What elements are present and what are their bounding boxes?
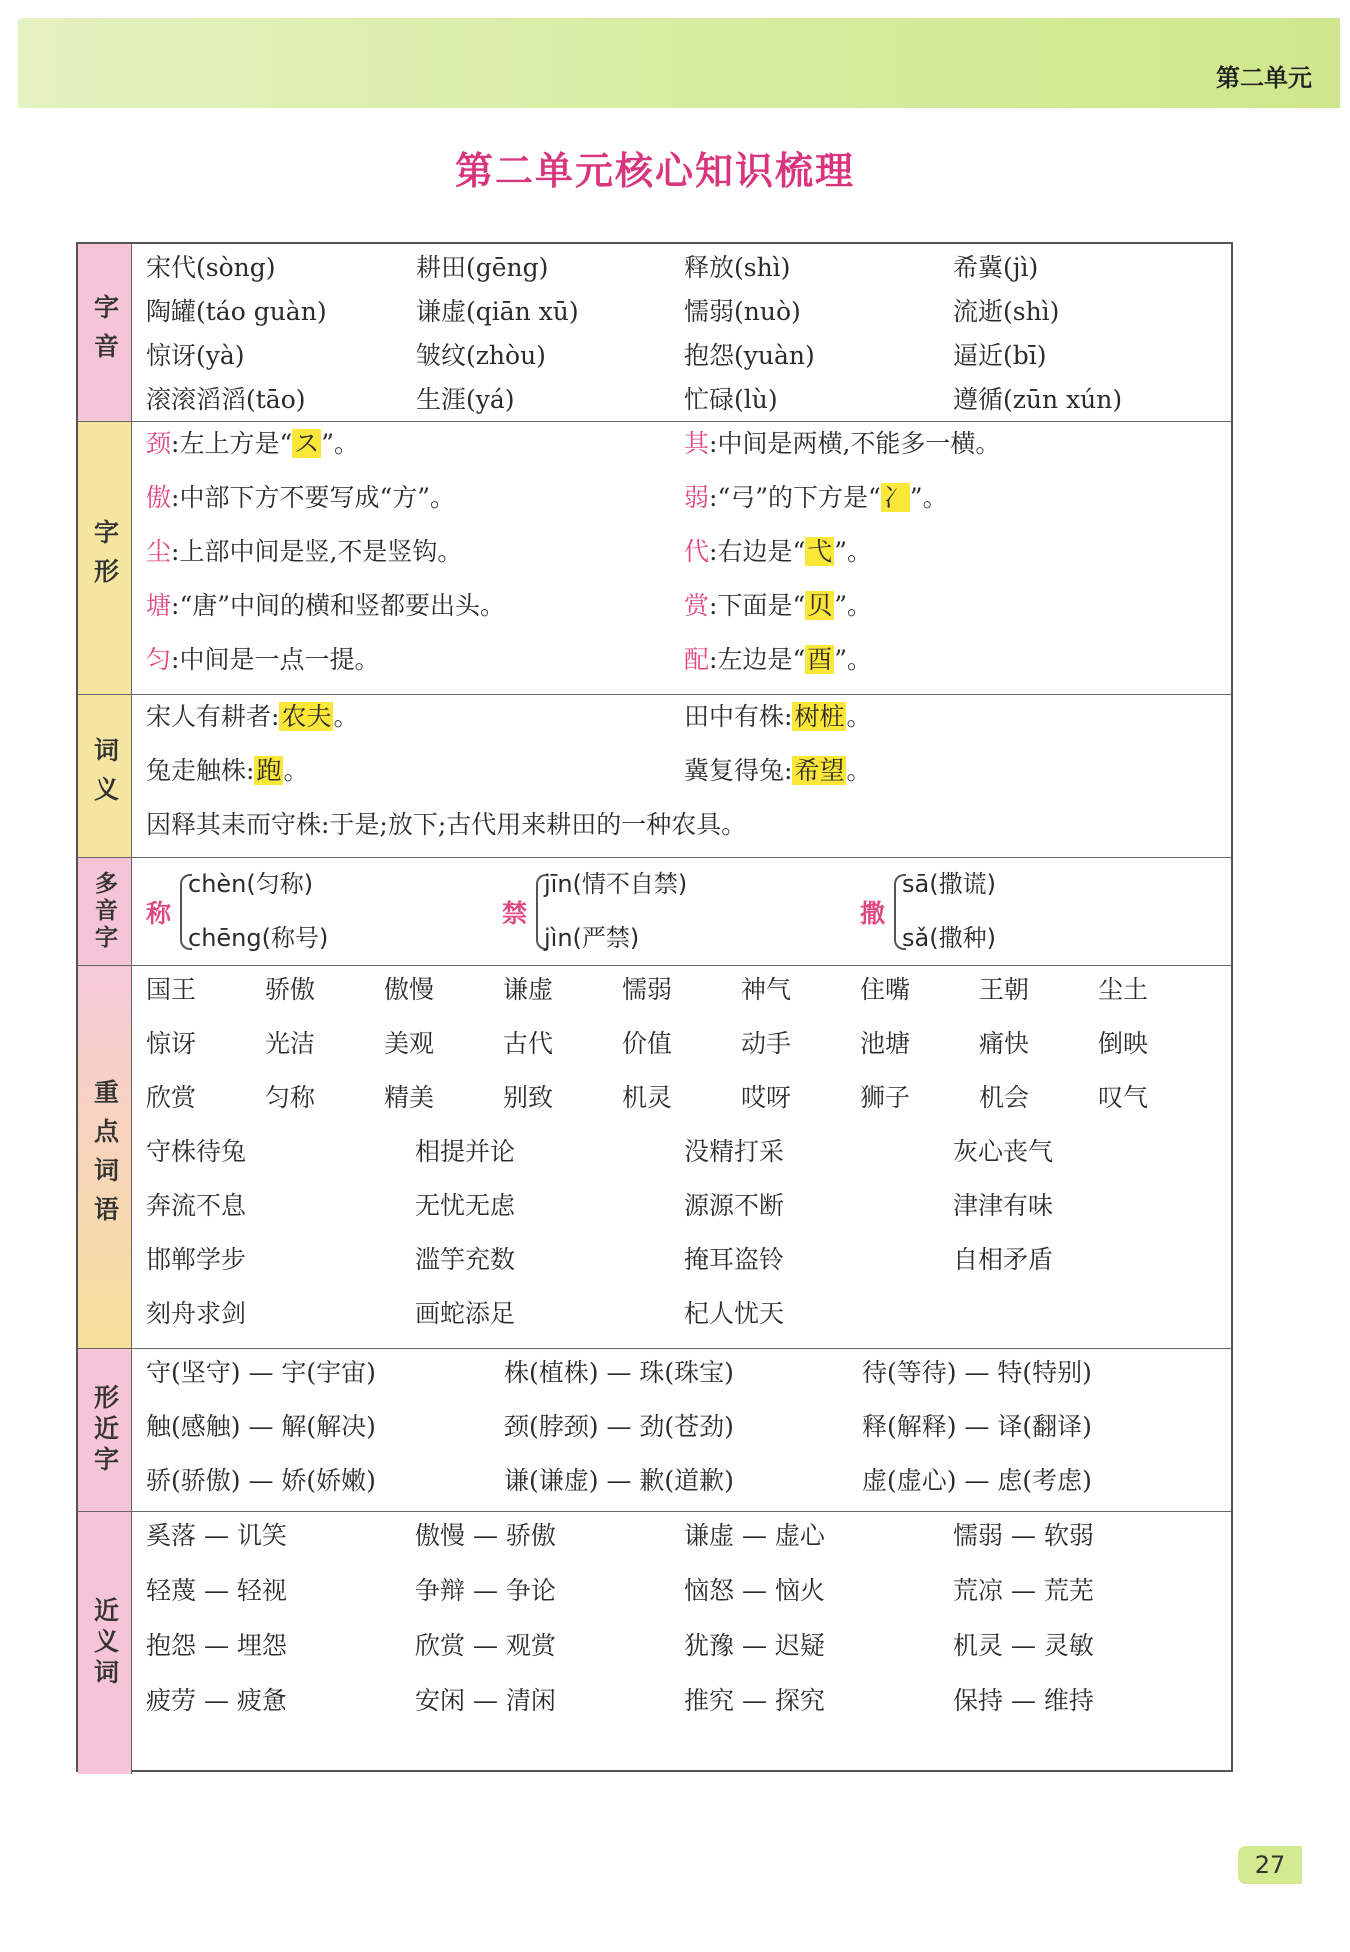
pronunciation-item: 流逝(shì) xyxy=(953,297,1060,326)
similar-char-pair: 骄(骄傲) — 娇(娇嫩) xyxy=(146,1466,376,1495)
similar-char-pair: 谦(谦虚) — 歉(道歉) xyxy=(504,1466,734,1495)
idiom: 无忧无虑 xyxy=(415,1191,516,1220)
keyword: 动手 xyxy=(741,1029,792,1058)
similar-char-pair: 触(感触) — 解(解决) xyxy=(146,1412,376,1441)
keyword: 痛快 xyxy=(979,1029,1030,1058)
idiom: 自相矛盾 xyxy=(953,1245,1054,1274)
synonym-pair: 犹豫 — 迟疑 xyxy=(684,1631,825,1660)
glyph-note: 匀:中间是一点一提。 xyxy=(146,645,380,674)
section-jinyi xyxy=(78,1511,1231,1774)
pronunciation-item: 生涯(yá) xyxy=(416,385,515,414)
keyword: 匀称 xyxy=(265,1083,316,1112)
keyword: 尘土 xyxy=(1098,975,1149,1004)
synonym-pair: 推究 — 探究 xyxy=(684,1686,825,1715)
polyphone-reading: chèn(匀称) xyxy=(188,870,314,898)
keyword: 住嘴 xyxy=(860,975,911,1004)
pronunciation-item: 皱纹(zhòu) xyxy=(416,341,546,370)
synonym-pair: 懦弱 — 软弱 xyxy=(953,1521,1094,1550)
keyword: 倒映 xyxy=(1098,1029,1149,1058)
meaning-item: 宋人有耕者:农夫。 xyxy=(146,702,359,731)
pronunciation-item: 忙碌(lù) xyxy=(684,385,778,414)
idiom: 画蛇添足 xyxy=(415,1299,516,1328)
pronunciation-item: 懦弱(nuò) xyxy=(684,297,801,326)
idiom: 滥竽充数 xyxy=(415,1245,516,1274)
keyword: 狮子 xyxy=(860,1083,911,1112)
keyword: 王朝 xyxy=(979,975,1030,1004)
keyword: 国王 xyxy=(146,975,197,1004)
keyword: 哎呀 xyxy=(741,1083,792,1112)
pronunciation-item: 遵循(zūn xún) xyxy=(953,385,1123,414)
synonym-pair: 谦虚 — 虚心 xyxy=(684,1521,825,1550)
section-label: 近义词 xyxy=(78,1512,132,1774)
pronunciation-item: 逼近(bī) xyxy=(953,341,1047,370)
idiom: 奔流不息 xyxy=(146,1191,247,1220)
pronunciation-item: 谦虚(qiān xū) xyxy=(416,297,579,326)
keyword: 机会 xyxy=(979,1083,1030,1112)
meaning-item: 田中有株:树桩。 xyxy=(684,702,872,731)
polyphone-reading: chēng(称号) xyxy=(188,924,329,952)
pronunciation-item: 抱怨(yuàn) xyxy=(684,341,815,370)
keyword: 欣赏 xyxy=(146,1083,197,1112)
keyword: 神气 xyxy=(741,975,792,1004)
meaning-line: 因释其耒而守株:于是;放下;古代用来耕田的一种农具。 xyxy=(146,810,747,839)
section-label: 字音 xyxy=(78,244,132,421)
keyword: 美观 xyxy=(384,1029,435,1058)
meaning-item: 兔走触株:跑。 xyxy=(146,756,309,785)
keyword: 光洁 xyxy=(265,1029,316,1058)
similar-char-pair: 虚(虚心) — 虑(考虑) xyxy=(862,1466,1092,1495)
keyword: 叹气 xyxy=(1098,1083,1149,1112)
page-number: 27 xyxy=(1238,1846,1302,1884)
synonym-pair: 恼怒 — 恼火 xyxy=(684,1576,825,1605)
synonym-pair: 疲劳 — 疲惫 xyxy=(146,1686,287,1715)
synonym-pair: 荒凉 — 荒芜 xyxy=(953,1576,1094,1605)
glyph-note: 其:中间是两横,不能多一横。 xyxy=(684,429,1001,458)
synonym-pair: 欣赏 — 观赏 xyxy=(415,1631,556,1660)
pronunciation-item: 陶罐(táo guàn) xyxy=(146,297,327,326)
synonym-pair: 抱怨 — 埋怨 xyxy=(146,1631,287,1660)
polyphone-reading: jìn(严禁) xyxy=(544,924,640,952)
section-label: 重点词语 xyxy=(78,966,132,1348)
glyph-note: 赏:下面是“贝”。 xyxy=(684,591,873,620)
section-ciyi xyxy=(78,694,1231,857)
polyphone-reading: sā(撒谎) xyxy=(902,870,996,898)
keyword: 骄傲 xyxy=(265,975,316,1004)
glyph-note: 傲:中部下方不要写成“方”。 xyxy=(146,483,456,512)
section-ziyin xyxy=(78,244,1231,421)
keyword: 池塘 xyxy=(860,1029,911,1058)
idiom: 杞人忧天 xyxy=(684,1299,785,1328)
idiom: 灰心丧气 xyxy=(953,1137,1054,1166)
keyword: 古代 xyxy=(503,1029,554,1058)
knowledge-table xyxy=(76,242,1233,1772)
keyword: 机灵 xyxy=(622,1083,673,1112)
similar-char-pair: 释(解释) — 译(翻译) xyxy=(862,1412,1092,1441)
pronunciation-item: 宋代(sòng) xyxy=(146,253,276,282)
glyph-note: 代:右边是“弋”。 xyxy=(684,537,873,566)
keyword: 懦弱 xyxy=(622,975,673,1004)
page-title: 第二单元核心知识梳理 xyxy=(454,149,855,193)
header-band xyxy=(18,18,1340,108)
section-zixing xyxy=(78,421,1231,694)
polyphone-reading: jīn(情不自禁) xyxy=(544,870,688,898)
keyword: 惊讶 xyxy=(146,1029,197,1058)
section-label: 多音字 xyxy=(78,858,132,965)
section-zhongdian xyxy=(78,965,1231,1348)
similar-char-pair: 待(等待) — 特(特别) xyxy=(862,1358,1092,1387)
idiom: 相提并论 xyxy=(415,1137,516,1166)
meaning-item: 冀复得兔:希望。 xyxy=(684,756,872,785)
idiom: 津津有味 xyxy=(953,1191,1054,1220)
synonym-pair: 机灵 — 灵敏 xyxy=(953,1631,1094,1660)
section-label: 字形 xyxy=(78,422,132,694)
polyphone-reading: sǎ(撒种) xyxy=(902,924,996,952)
keyword: 别致 xyxy=(503,1083,554,1112)
polyphone-char: 禁 xyxy=(502,899,528,928)
idiom: 源源不断 xyxy=(684,1191,785,1220)
polyphone-char: 撒 xyxy=(860,899,886,928)
synonym-pair: 傲慢 — 骄傲 xyxy=(415,1521,556,1550)
keyword: 谦虚 xyxy=(503,975,554,1004)
pronunciation-item: 释放(shì) xyxy=(684,253,791,282)
synonym-pair: 奚落 — 讥笑 xyxy=(146,1521,287,1550)
synonym-pair: 争辩 — 争论 xyxy=(415,1576,556,1605)
section-label: 形近字 xyxy=(78,1349,132,1511)
idiom: 没精打采 xyxy=(684,1137,785,1166)
similar-char-pair: 守(坚守) — 宇(宇宙) xyxy=(146,1358,376,1387)
keyword: 价值 xyxy=(622,1029,673,1058)
polyphone-char: 称 xyxy=(146,899,172,928)
glyph-note: 配:左边是“酉”。 xyxy=(684,645,873,674)
glyph-note: 弱:“弓”的下方是“冫”。 xyxy=(684,483,948,512)
section-duoyin xyxy=(78,857,1231,965)
glyph-note: 颈:左上方是“ス”。 xyxy=(146,429,360,458)
section-xingjin xyxy=(78,1348,1231,1511)
idiom: 刻舟求剑 xyxy=(146,1299,247,1328)
idiom: 守株待兔 xyxy=(146,1137,247,1166)
pronunciation-item: 希冀(jì) xyxy=(953,253,1039,282)
pronunciation-item: 耕田(gēng) xyxy=(416,253,549,282)
glyph-note: 塘:“唐”中间的横和竖都要出头。 xyxy=(146,591,506,620)
pronunciation-item: 滚滚滔滔(tāo) xyxy=(146,385,306,414)
keyword: 傲慢 xyxy=(384,975,435,1004)
glyph-note: 尘:上部中间是竖,不是竖钩。 xyxy=(146,537,463,566)
synonym-pair: 安闲 — 清闲 xyxy=(415,1686,556,1715)
synonym-pair: 保持 — 维持 xyxy=(953,1686,1094,1715)
section-label: 词义 xyxy=(78,695,132,857)
idiom: 掩耳盗铃 xyxy=(684,1245,785,1274)
pronunciation-item: 惊讶(yà) xyxy=(146,341,245,370)
synonym-pair: 轻蔑 — 轻视 xyxy=(146,1576,287,1605)
keyword: 精美 xyxy=(384,1083,435,1112)
similar-char-pair: 颈(脖颈) — 劲(苍劲) xyxy=(504,1412,734,1441)
unit-tag: 第二单元 xyxy=(1216,64,1312,92)
idiom: 邯郸学步 xyxy=(146,1245,247,1274)
similar-char-pair: 株(植株) — 珠(珠宝) xyxy=(504,1358,734,1387)
